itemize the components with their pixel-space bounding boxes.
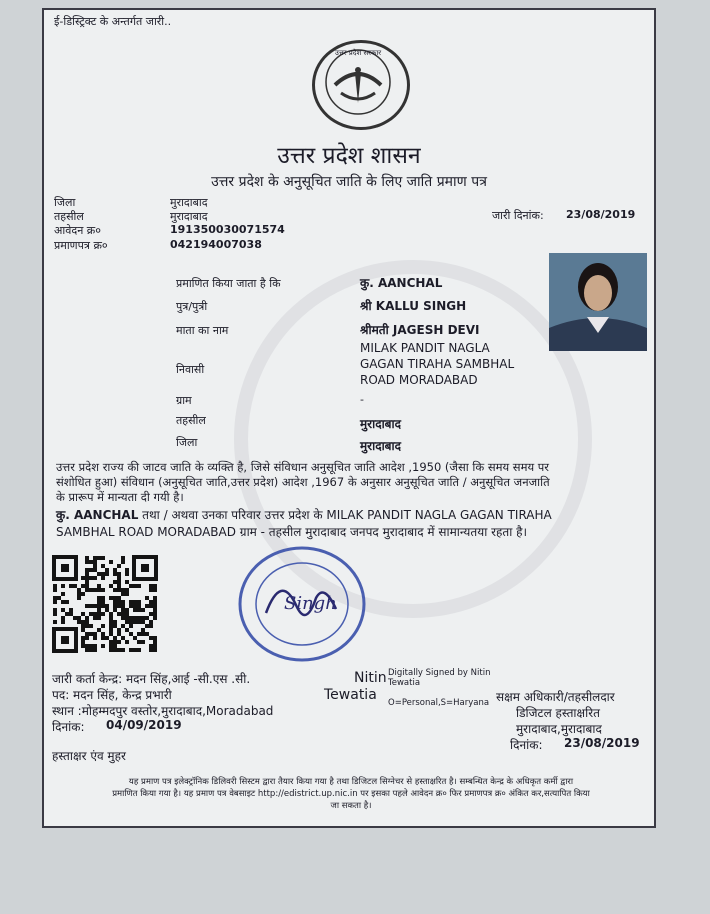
issuing-office-seal (236, 543, 368, 665)
caste-statement (56, 460, 646, 505)
residence-holder-name: कु. AANCHAL (56, 508, 139, 522)
page-title: उत्तर प्रदेश शासन (277, 143, 421, 169)
footer-line-1: यह प्रमाण पत्र इलेक्ट्रॉनिक डिलिवरी सिस्टम द्वारा तैयार किया गया है तथा डिजिटल सिग्नेचर से हस्ताक्षरित है। सम्बन्धित केन्द्र के अधिकृत कर्मी द्वारा (128, 777, 574, 787)
village-label: ग्राम (176, 394, 192, 407)
digital-signer-last-name: Tewatia (324, 687, 377, 703)
certified-label: प्रमाणित किया जाता है कि (176, 277, 281, 290)
issuer-center: जारी कर्ता केन्द्र: मदन सिंह,आई -सी.एस .सी. (52, 672, 251, 686)
certificate-number: 042194007038 (170, 238, 262, 251)
resident-label: निवासी (176, 363, 205, 376)
residence-statement (56, 507, 646, 541)
application-label: आवेदन क्र० (54, 224, 101, 237)
issuer-date-value: 04/09/2019 (106, 718, 182, 732)
page-subtitle: उत्तर प्रदेश के अनुसूचित जाति के लिए जाति प्रमाण पत्र (211, 174, 487, 190)
address-line-1: MILAK PANDIT NAGLA (360, 341, 490, 355)
tehsil-value: मुरादाबाद (170, 210, 208, 223)
detail-district-value: मुरादाबाद (360, 439, 402, 453)
district-label: जिला (54, 196, 76, 209)
holder-photo (549, 253, 647, 351)
up-government-emblem (312, 40, 410, 130)
residence-line-2: SAMBHAL ROAD MORADABAD ग्राम - तहसील मुरादाबाद जनपद मुरादाबाद में सामान्यतया रहता है। (56, 525, 528, 539)
verification-footer-note (54, 776, 648, 812)
digitally-signed-by-2: Tewatia (388, 678, 421, 688)
parent-name: श्री KALLU SINGH (360, 299, 467, 313)
qr-code-icon (52, 555, 158, 653)
authority-digital-sign: डिजिटल हस्ताक्षरित (516, 706, 600, 720)
detail-tehsil-label: तहसील (176, 414, 206, 427)
district-value: मुरादाबाद (170, 196, 208, 209)
issuer-post: पद: मदन सिंह, केन्द्र प्रभारी (52, 688, 172, 702)
digital-signer-first-name: Nitin (354, 670, 387, 686)
caste-statement-line-2: संशोधित हुआ) संविधान (अनुसूचित जाति,उत्तर प्रदेश) आदेश ,1967 के अनुसार अनुसूचित जाति / अनुसूचित जनजाति (56, 475, 550, 489)
address-line-2: GAGAN TIRAHA SAMBHAL (360, 357, 515, 371)
authority-date-value: 23/08/2019 (564, 736, 640, 750)
address-line-3: ROAD MORADABAD (360, 373, 478, 387)
digital-sign-details: O=Personal,S=Haryana (388, 698, 490, 708)
certificate-sheet (42, 8, 656, 828)
top-note: ई-डिस्ट्रिक्ट के अन्तर्गत जारी.. (54, 15, 172, 28)
issue-date-value: 23/08/2019 (566, 208, 636, 221)
authority-title: सक्षम अधिकारी/तहसीलदार (496, 690, 615, 704)
footer-line-3: जा सकता है। (330, 801, 372, 811)
residence-line-1: तथा / अथवा उनका परिवार उत्तर प्रदेश के MILAK PANDIT NAGLA GAGAN TIRAHA (138, 508, 552, 522)
issuer-place: स्थान :मोहम्मदपुर वस्तोर,मुरादाबाद,Moradabad (52, 704, 274, 718)
mother-name: श्रीमती JAGESH DEVI (360, 323, 480, 337)
caste-statement-line-3: के प्रारूप में मान्यता दी गयी है। (56, 490, 184, 504)
seal-signature: Singh (284, 593, 337, 614)
portrait-image (549, 253, 647, 351)
tehsil-label: तहसील (54, 210, 84, 223)
verification-qr-code (52, 555, 158, 653)
parent-label: पुत्र/पुत्री (176, 300, 208, 313)
emblem-text: उत्तर प्रदेश सरकार (335, 49, 382, 57)
certificate-label: प्रमाणपत्र क्र० (54, 239, 108, 252)
digitally-signed-by: Digitally Signed by Nitin (388, 668, 491, 678)
issue-date-label: जारी दिनांक: (492, 209, 544, 222)
authority-location: मुरादाबाद,मुरादाबाद (516, 722, 602, 736)
application-number: 191350030071574 (170, 223, 285, 236)
mother-label: माता का नाम (176, 324, 229, 337)
caste-statement-line-1: उत्तर प्रदेश राज्य की जाटव जाति के व्यक्ति है, जिसे संविधान अनुसूचित जाति आदेश ,1950 (जैसा कि समय समय पर (56, 460, 550, 474)
village-value: - (360, 393, 364, 406)
footer-line-2: प्रमाणित किया गया है। यह प्रमाण पत्र वेबसाइट http://edistrict.up.nic.in पर इसका पहले आवेदन क्र० फिर प्रमाणपत्र क्र० अंकित कर,सत्यापित किया (112, 789, 590, 799)
authority-date-label: दिनांक: (510, 738, 543, 752)
sign-and-seal-label: हस्ताक्षर एंव मुहर (52, 749, 126, 763)
issuer-date-label: दिनांक: (52, 720, 85, 734)
detail-tehsil-value: मुरादाबाद (360, 417, 402, 431)
detail-district-label: जिला (176, 436, 198, 449)
holder-name: कु. AANCHAL (360, 276, 443, 290)
